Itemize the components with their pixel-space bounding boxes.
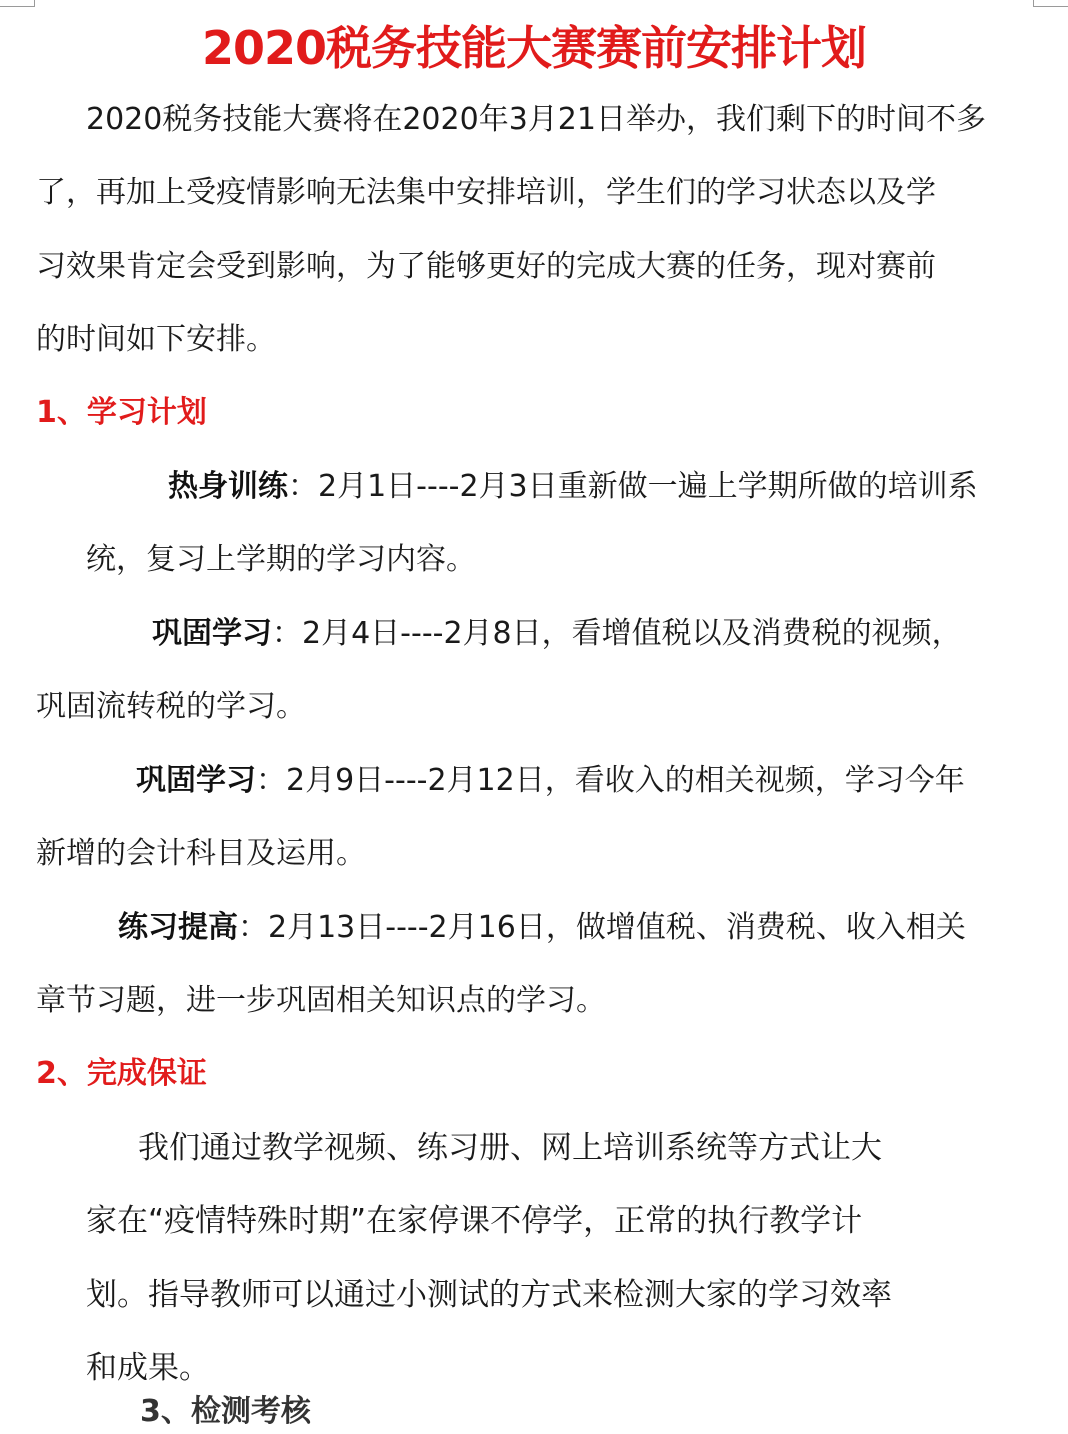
plan-item-3-continued: 新增的会计科目及运用。	[36, 836, 366, 871]
plan-item-1	[168, 465, 978, 509]
plan-item-1-label: 热身训练	[168, 469, 288, 504]
guarantee-line-1: 我们通过教学视频、练习册、网上培训系统等方式让大	[138, 1130, 882, 1166]
intro-line-3: 习效果肯定会受到影响，为了能够更好的完成大赛的任务，现对赛前	[36, 249, 936, 284]
plan-item-2-text: ：2月4日----2月8日，看增值税以及消费税的视频，	[272, 616, 962, 651]
plan-item-2-label: 巩固学习	[152, 616, 272, 651]
cutoff-text: 3、检测考核	[140, 1394, 311, 1429]
section-1-heading: 1、学习计划	[36, 395, 207, 430]
plan-item-2	[152, 612, 962, 656]
plan-item-3-label: 巩固学习	[136, 763, 256, 798]
plan-item-1-text: ：2月1日----2月3日重新做一遍上学期所做的培训系	[288, 469, 978, 504]
document-title: 2020税务技能大赛赛前安排计划	[201, 21, 867, 75]
plan-item-4-label: 练习提高	[118, 910, 238, 945]
plan-item-2-continued: 巩固流转税的学习。	[36, 689, 306, 724]
intro-line-4: 的时间如下安排。	[36, 322, 276, 357]
plan-item-1-continued: 统，复习上学期的学习内容。	[86, 542, 476, 577]
plan-item-4	[118, 906, 966, 950]
plan-item-3-text: ：2月9日----2月12日，看收入的相关视频，学习今年	[256, 763, 965, 798]
guarantee-line-3: 划。指导教师可以通过小测试的方式来检测大家的学习效率	[86, 1277, 892, 1313]
plan-item-4-continued: 章节习题，进一步巩固相关知识点的学习。	[36, 983, 606, 1018]
plan-item-4-text: ：2月13日----2月16日，做增值税、消费税、收入相关	[238, 910, 966, 945]
section-2-heading: 2、完成保证	[36, 1056, 207, 1091]
guarantee-line-4: 和成果。	[86, 1350, 210, 1386]
cutoff-next-line	[140, 1394, 311, 1429]
intro-line-2: 了，再加上受疫情影响无法集中安排培训，学生们的学习状态以及学	[36, 175, 936, 210]
plan-item-3	[136, 759, 965, 803]
guarantee-line-2: 家在“疫情特殊时期”在家停课不停学，正常的执行教学计	[86, 1203, 863, 1239]
intro-line-1: 2020税务技能大赛将在2020年3月21日举办，我们剩下的时间不多	[86, 102, 986, 137]
